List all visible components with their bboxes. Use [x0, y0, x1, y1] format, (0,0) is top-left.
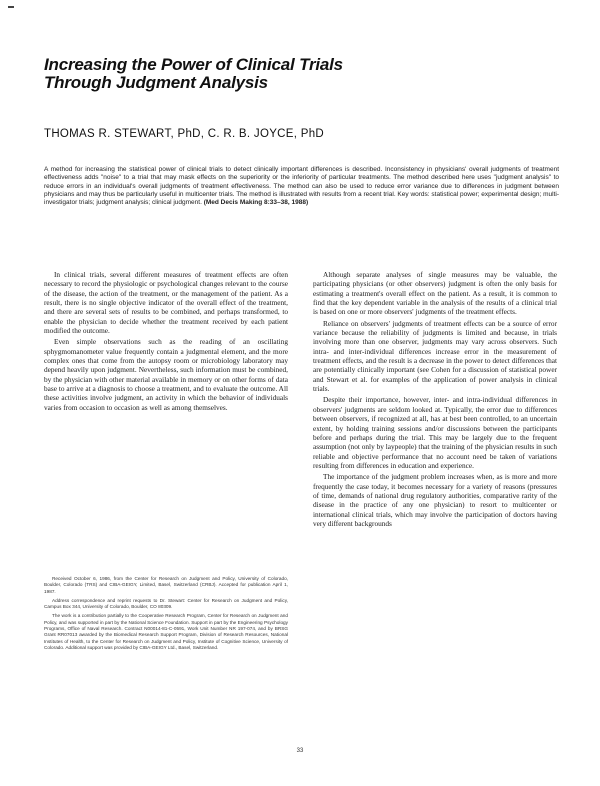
- footnote-address: Address correspondence and reprint requests to Dr. Stewart: Center for Research on Judgment and Policy, Campus Box 344, University of Colorado, Boulder, CO 80309.: [44, 597, 288, 610]
- paragraph: Despite their importance, however, inter- and intra-individual differences in observers' judgments are seldom looked at. Typically, the error due to differences between observers, if recognized at all, has at best been controlled, to an uncertain extent, by holding training sessions and/or discussions between the participants before and perhaps during the trial. This may be largely due to the frequent assumption (not only by laypeople) that the training of the physician results in such reliable and objective performance that no account need be taken of variations resulting from differences in education and experience.: [313, 395, 557, 470]
- abstract-citation: (Med Decis Making 8:33–38, 1988): [203, 199, 309, 207]
- abstract: [44, 166, 559, 207]
- title-line-1: Increasing the Power of Clinical Trials: [44, 55, 343, 74]
- right-column: [313, 270, 557, 530]
- author-line: THOMAS R. STEWART, PhD, C. R. B. JOYCE, PhD: [44, 128, 324, 140]
- abstract-text: A method for increasing the statistical power of clinical trials to detect clinically important differences is described. Inconsistency in physicians' overall judgments of treatment effectiveness adds "noise" to a trial that may mask effects on the superiority or the inferiority of particular treatments. The method described here uses "judgment analysis" to reduce errors in an individual's overall judgments of treatment effectiveness. The method can also be used to reduce error variance due to differences in judgment between physicians and may thus be particularly useful in multicenter trials. The method is illustrated with results from a recent trial. Key words: statistical power; experimental design; multi-investigator trials; judgment analysis; clinical judgment.: [44, 166, 559, 207]
- paragraph: Even simple observations such as the reading of an oscillating sphygmomanometer value frequently contain a judgmental element, and the more complex ones that come from the autopsy room or microbiology laboratory may depend heavily upon judgment. Nevertheless, such information must be combined, by the physician with other material available in memory or on other forms of data base to arrive at a diagnosis to choose a treatment, and to evaluate the outcome. All these activities involve judgment, an activity in which the behavior of individuals varies from occasion to occasion as well as among themselves.: [44, 337, 288, 412]
- footnotes: [44, 576, 288, 654]
- left-column: [44, 270, 288, 414]
- article-title: [44, 56, 404, 92]
- title-line-2: Through Judgment Analysis: [44, 73, 268, 92]
- footnote-support: The work is a contribution partially to the Cooperative Research Program, Center for Research on Judgment and Policy, and was supported in part by the National Science Foundation. Support in part by the Engineering Psychology Programs, Office of Naval Research. Contract N00014-81-C-0591, Work Unit Number NR 197-074, and by BRSG Grant RR07013 awarded by the Biomedical Research Support Program, Division of Research Resources, National Institutes of Health, to the Center for Research on Judgment and Policy, Institute of Cognitive Science, University of Colorado. Additional support was provided by CIBA-GEIGY Ltd., Basel, Switzerland.: [44, 613, 288, 650]
- paragraph: In clinical trials, several different measures of treatment effects are often necessary to record the physiologic or psychological changes relevant to the course of the disease, the action of the treatment, or the management of the patient. As a result, there is no single objective indicator of the overall effect of the treatment, and there are several sets of results to be combined, and perhaps transformed, to enable the physician to decide whether the treatment received by each patient modified the outcome.: [44, 270, 288, 336]
- scan-mark: [8, 6, 14, 8]
- paragraph: Although separate analyses of single measures may be valuable, the participating physicians (or other observers) judgment is often the only basis for estimating a treatment's overall effect on the patient. As a result, it is common to find that the key dependent variable in the analysis of the results of a clinical trial is based on one or more observers' judgments of the treatment effects.: [313, 270, 557, 317]
- paragraph: The importance of the judgment problem increases when, as is more and more frequently the case today, it becomes necessary for a variety of reasons (pressures of time, demands of national drug regulatory authorities, comparative rarity of the disease in the practice of any one physician) to resort to multicenter or international clinical trials, which may involve the participation of doctors having very different backgrounds: [313, 472, 557, 528]
- page-number: 33: [296, 748, 304, 754]
- footnote-received: Received October 6, 1986, from the Center for Research on Judgment and Policy, University of Colorado, Boulder, Colorado (TRS) and CIBA-GEIGY, Limited, Basel, Switzerland (CRBJ). Accepted for publication April 1, 1987.: [44, 576, 288, 594]
- paragraph: Reliance on observers' judgments of treatment effects can be a source of error variance because the reliability of judgments is limited and because, in trials involving more than one observer, judgments may vary across observers. Such intra- and inter-individual differences increase error in the measurement of treatment effects, and the result is a decrease in the power to detect differences that are potentially clinically important (see Cohen for a discussion of statistical power and Stewart et al. for examples of the application of power analysis in clinical trials.: [313, 318, 557, 394]
